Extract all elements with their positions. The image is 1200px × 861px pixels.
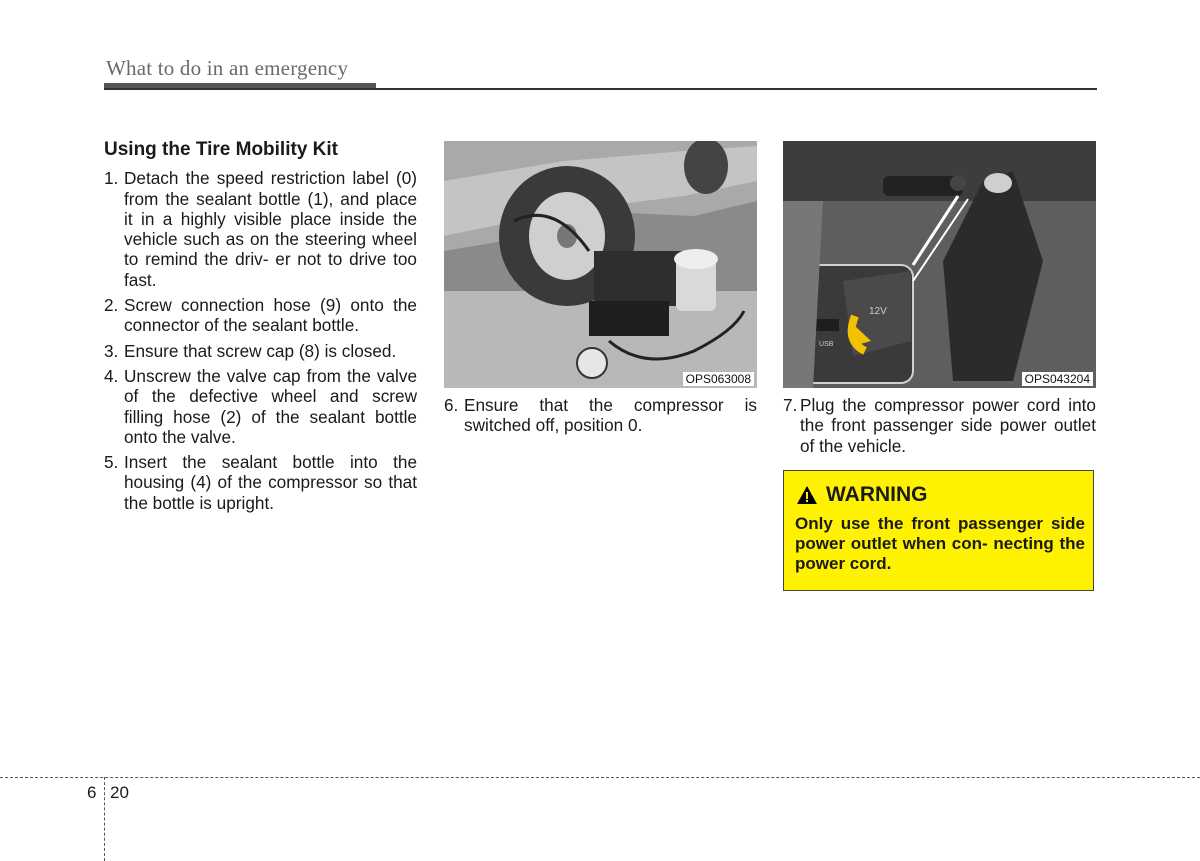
caption-number: 6. (444, 395, 459, 415)
step-text: Insert the sealant bottle into the housing (4) of the compressor so that the bottle is upright. (124, 452, 417, 513)
list-item (104, 295, 417, 336)
warning-triangle-icon (796, 485, 818, 505)
footer-rule (0, 777, 1200, 778)
warning-header (796, 483, 928, 507)
warning-text: Only use the front passenger side power outlet when con- necting the power cord. (795, 514, 1085, 573)
running-header: What to do in an emergency (106, 56, 349, 80)
page-number: 20 (110, 783, 129, 802)
step-text: Ensure that screw cap (8) is closed. (124, 340, 397, 361)
list-item (104, 341, 417, 361)
outlet-label: 12V (869, 306, 887, 317)
chapter-number: 6 (87, 783, 97, 802)
compressor-illustration (444, 141, 757, 388)
header-rule (104, 88, 1097, 90)
list-item (104, 452, 417, 513)
usb-label: USB (819, 341, 834, 348)
list-item (104, 168, 417, 290)
figure-caption (783, 395, 1096, 456)
power-outlet-illustration (783, 141, 1096, 388)
figure-compressor-photo (444, 141, 757, 388)
figure-code: OPS043204 (1022, 372, 1093, 386)
list-item (104, 366, 417, 447)
step-text: Screw connection hose (9) onto the connector of the sealant bottle. (124, 295, 417, 336)
caption-text: Plug the compressor power cord into the front passenger side power outlet of the vehicle. (800, 395, 1096, 456)
figure-caption (444, 395, 757, 436)
warning-box (783, 470, 1094, 591)
step-number: 2. (104, 295, 119, 316)
step-text: Unscrew the valve cap from the valve of the defective wheel and screw filling hose (2) of the sealant bottle onto the valve. (124, 365, 417, 447)
figure-code: OPS063008 (683, 372, 754, 386)
step-number: 4. (104, 365, 119, 386)
caption-text: Ensure that the compressor is switched off, position 0. (464, 395, 757, 436)
step-number: 3. (104, 340, 119, 361)
footer-divider (104, 777, 105, 861)
left-column (104, 140, 417, 518)
figure-power-outlet-photo (783, 141, 1096, 388)
section-title: Using the Tire Mobility Kit (104, 139, 338, 160)
step-number: 1. (104, 168, 119, 189)
step-text: Detach the speed restriction label (0) from the sealant bottle (1), and place it in a highly visible place inside the vehicle such as on the steering wheel to remind the driv- er not to drive too fast. (124, 168, 417, 290)
step-number: 5. (104, 452, 119, 473)
caption-number: 7. (783, 395, 798, 415)
warning-title: WARNING (826, 483, 928, 506)
steps-list (104, 168, 417, 513)
